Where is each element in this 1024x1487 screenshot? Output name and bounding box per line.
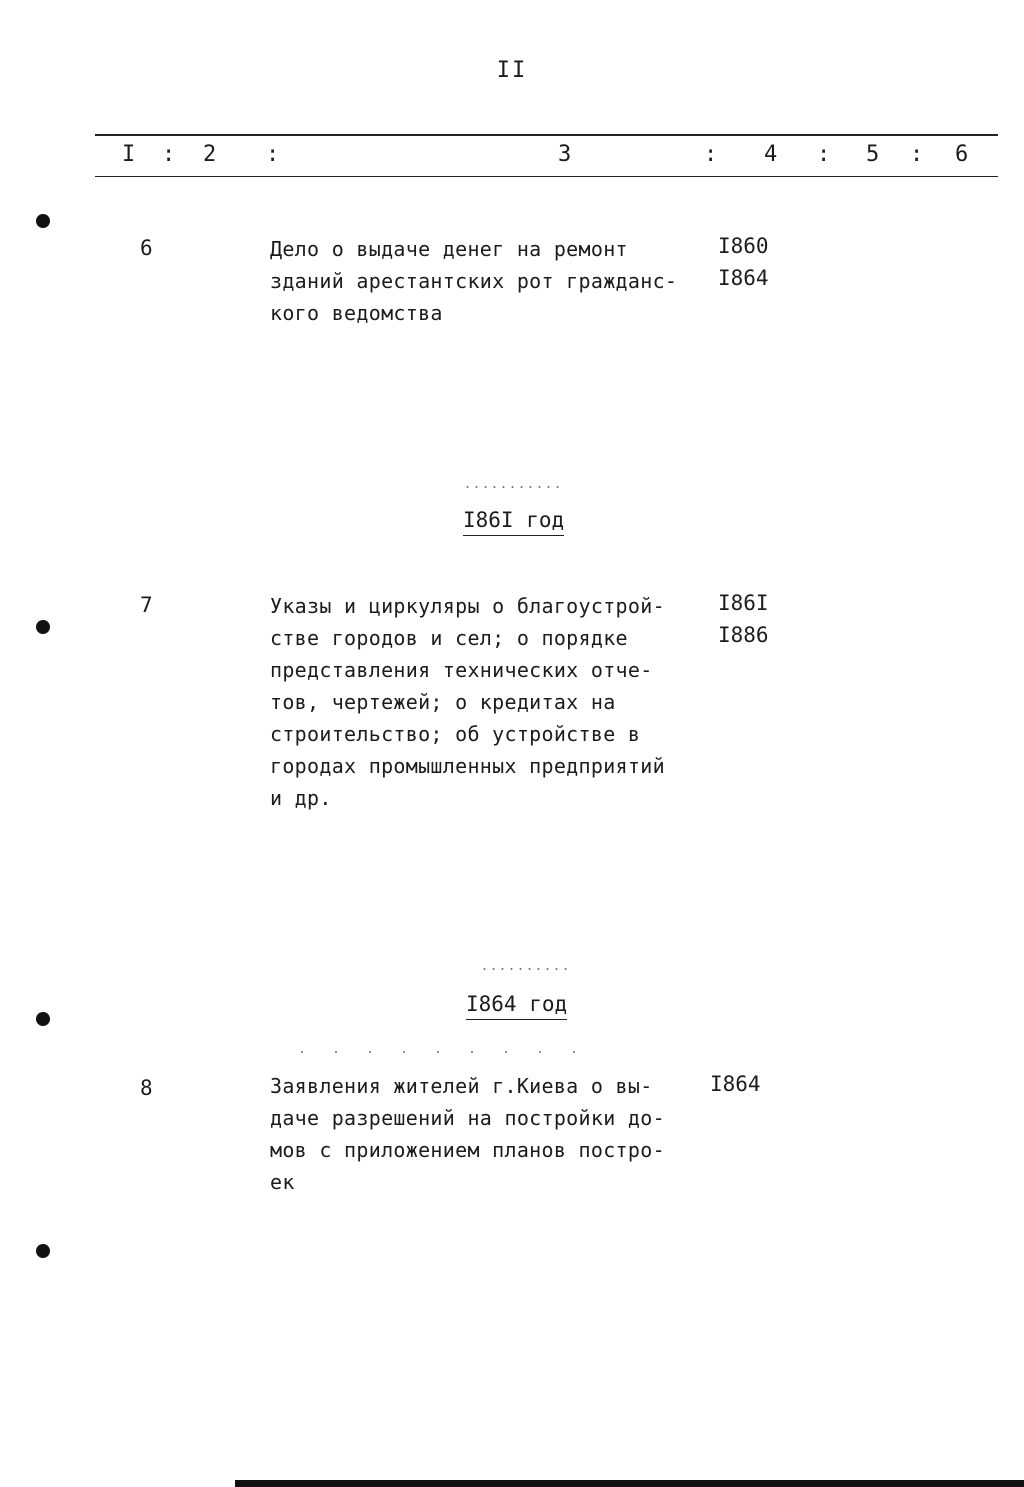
binder-hole [36, 1012, 50, 1026]
column-header-2: 2 [203, 142, 217, 167]
column-header-5: 5 [866, 142, 880, 167]
entry-title: Указы и циркуляры о благоустрой- стве городов и сел; о порядке представления технических отче- тов, чертежей; о кредитах на строительство; об устройстве в городах промышленных предприятий и др. [270, 594, 665, 810]
page-bottom-edge [235, 1480, 1024, 1487]
column-separator: : [704, 142, 718, 167]
column-separator: : [910, 142, 924, 167]
column-separator: : [162, 142, 176, 167]
entry-dates: I86I I886 [718, 591, 769, 647]
column-separator: : [266, 142, 280, 167]
column-header-4: 4 [764, 142, 778, 167]
entry-title: Дело о выдаче денег на ремонт зданий арестантских рот гражданс- кого ведомства [270, 237, 678, 325]
entry-number: 7 [140, 593, 153, 617]
table-header-bottom-rule [95, 176, 998, 177]
table-header-top-rule [95, 134, 998, 136]
entry-number: 6 [140, 236, 153, 260]
dotted-line [463, 486, 563, 488]
entry-dates: I864 [710, 1072, 761, 1096]
column-separator: : [817, 142, 831, 167]
dotted-line [480, 968, 572, 970]
entry-title: Заявления жителей г.Киева о вы- даче разрешений на постройки до- мов с приложением планов постро- ек [270, 1074, 665, 1194]
column-header-3: 3 [558, 142, 572, 167]
column-header-6: 6 [955, 142, 969, 167]
binder-hole [36, 620, 50, 634]
year-heading: I864 год [466, 992, 567, 1020]
dotted-line [285, 1051, 605, 1053]
binder-hole [36, 1244, 50, 1258]
year-heading: I86I год [463, 508, 564, 536]
column-header-1: I [122, 142, 136, 167]
page-number: II [496, 58, 528, 83]
entry-dates: I860 I864 [718, 234, 769, 290]
column-header-row [0, 142, 1024, 172]
entry-number: 8 [140, 1076, 153, 1100]
binder-hole [36, 214, 50, 228]
